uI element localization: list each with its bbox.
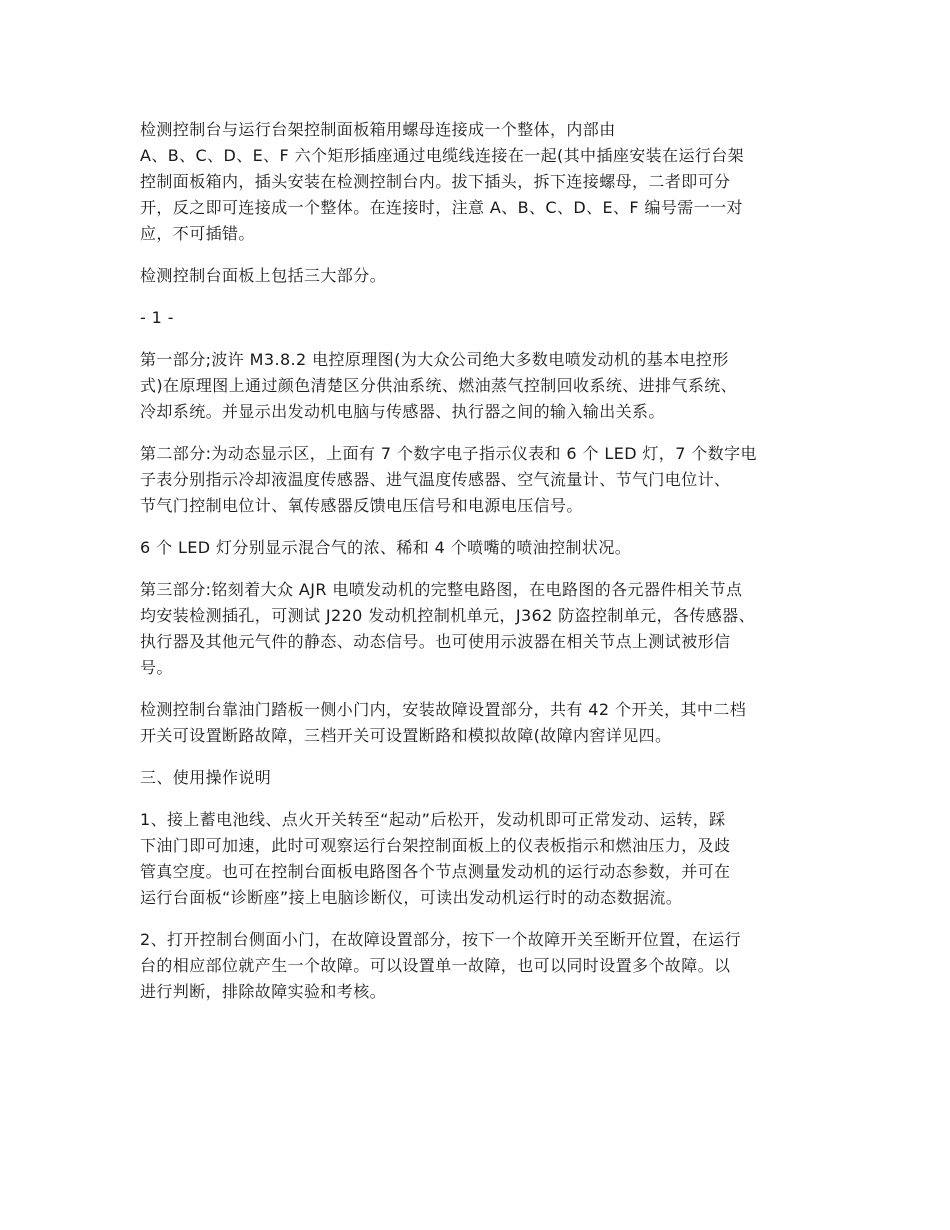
text-line: 第三部分:铭刻着大众 AJR 电喷发动机的完整电路图，在电路图的各元器件相关节点 (140, 580, 743, 599)
text-line: 子表分别指示冷却液温度传感器、进气温度传感器、空气流量计、节气门电位计、 (140, 470, 731, 489)
text-line: 6 个 LED 灯分别显示混合气的浓、稀和 4 个喷嘴的喷油控制状况。 (140, 538, 632, 557)
text-line: 台的相应部位就产生一个故障。可以设置单一故障，也可以同时设置多个故障。以 (140, 956, 731, 975)
text-line: 控制面板箱内，插头安装在检测控制台内。拔下插头，拆下连接螺母，二者即可分 (140, 172, 731, 191)
text-line: 第二部分:为动态显示区，上面有 7 个数字电子指示仪表和 6 个 LED 灯，7 个数字电 (140, 444, 757, 463)
text-line: 开，反之即可连接成一个整体。在连接时，注意 A、B、C、D、E、F 编号需一一对 (140, 198, 743, 217)
paragraph-part-three (140, 577, 812, 681)
heading-text: 三、使用操作说明 (140, 768, 272, 787)
text-line: 开关可设置断路故障，三档开关可设置断路和模拟故障(故障内窖详见四。 (140, 726, 672, 745)
page-number-text: - 1 - (140, 308, 174, 327)
paragraph-fault-switches (140, 697, 812, 749)
paragraph-step-two (140, 927, 812, 1005)
paragraph-step-one (140, 807, 812, 911)
paragraph-part-two (140, 441, 812, 519)
text-line: 检测控制台与运行台架控制面板箱用螺母连接成一个整体，内部由 (140, 120, 616, 139)
paragraph-led-lights (140, 535, 812, 561)
text-line: A、B、C、D、E、F 六个矩形插座通过电缆线连接在一起(其中插座安装在运行台架 (140, 146, 745, 165)
text-line: 进行判断，排除故障实验和考核。 (140, 982, 387, 1001)
paragraph-panel-intro (140, 263, 812, 289)
text-line: 下油门即可加速，此时可观察运行台架控制面板上的仪表板指示和燃油压力，及歧 (140, 836, 731, 855)
text-line: 管真空度。也可在控制台面板电路图各个节点测量发动机的运行动态参数，并可在 (140, 862, 731, 881)
document-body (140, 117, 812, 1021)
text-line: 第一部分;波许 M3.8.2 电控原理图(为大众公司绝大多数电喷发动机的基本电控形 (140, 350, 729, 369)
text-line: 均安装检测插孔，可测试 J220 发动机控制机单元，J362 防盗控制单元，各传感器、 (140, 606, 755, 625)
text-line: 执行器及其他元气件的静态、动态信号。也可使用示波器在相关节点上测试被形信 (140, 632, 731, 651)
text-line: 1、接上蓄电池线、点火开关转至“起动”后松开，发动机即可正常发动、运转，踩 (140, 810, 726, 829)
text-line: 应，不可插错。 (140, 224, 255, 243)
paragraph-part-one (140, 347, 812, 425)
text-line: 2、打开控制台侧面小门，在故障设置部分，按下一个故障开关至断开位置，在运行 (140, 930, 741, 949)
text-line: 运行台面板“诊断座”接上电脑诊断仪，可读出发动机运行时的动态数据流。 (140, 888, 683, 907)
page-number (140, 305, 812, 331)
paragraph-connection (140, 117, 812, 247)
text-line: 冷却系统。并显示出发动机电脑与传感器、执行器之间的输入输出关系。 (140, 402, 665, 421)
text-line: 式)在原理图上通过颜色清楚区分供油系统、燃油蒸气控制回收系统、进排气系统、 (140, 376, 738, 395)
text-line: 节气门控制电位计、氧传感器反馈电压信号和电源电压信号。 (140, 496, 583, 515)
text-line: 检测控制台面板上包括三大部分。 (140, 266, 387, 285)
text-line: 号。 (140, 658, 173, 677)
section-heading-operation (140, 765, 812, 791)
text-line: 检测控制台靠油门踏板一侧小门内，安装故障设置部分，共有 42 个开关，其中二档 (140, 700, 747, 719)
